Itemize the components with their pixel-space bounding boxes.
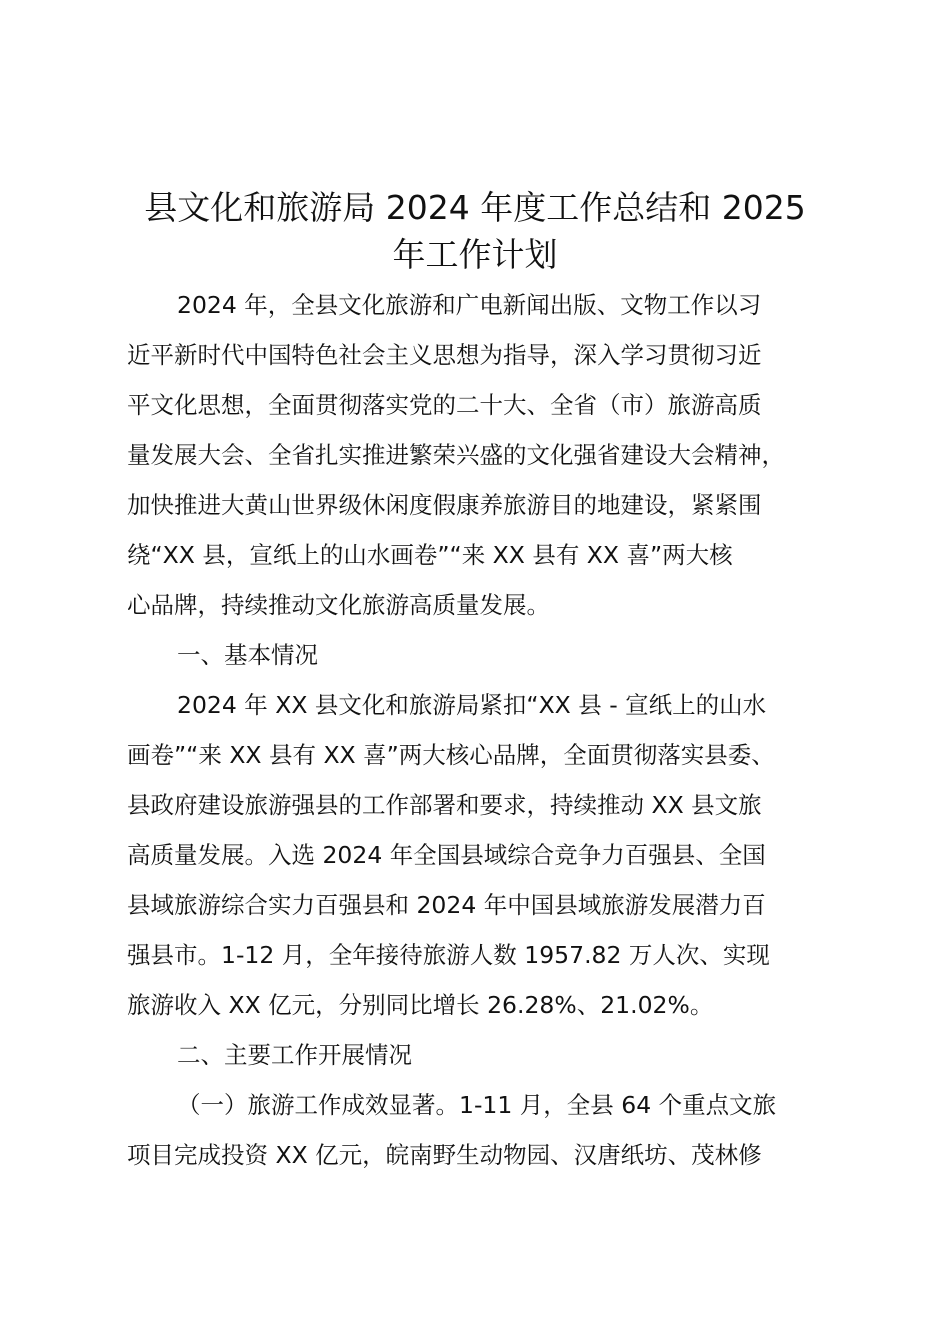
paragraph-intro-line: 2024 年，全县文化旅游和广电新闻出版、文物工作以习 [177, 291, 762, 319]
paragraph-basic-line: 画卷”“来 XX 县有 XX 喜”两大核心品牌，全面贯彻落实县委、 [127, 741, 775, 769]
section-heading-main-work: 二、主要工作开展情况 [177, 1041, 412, 1069]
paragraph-intro-line: 平文化思想，全面贯彻落实党的二十大、全省（市）旅游高质 [127, 391, 762, 419]
paragraph-intro-line: 加快推进大黄山世界级休闲度假康养旅游目的地建设，紧紧围 [127, 491, 762, 519]
document-title-line-2: 年工作计划 [392, 235, 558, 274]
paragraph-basic-line: 县域旅游综合实力百强县和 2024 年中国县域旅游发展潜力百 [127, 891, 766, 919]
document-title-line-1: 县文化和旅游局 2024 年度工作总结和 2025 [144, 188, 806, 227]
paragraph-intro-line: 量发展大会、全省扎实推进繁荣兴盛的文化强省建设大会精神， [127, 441, 785, 469]
paragraph-intro-line: 近平新时代中国特色社会主义思想为指导，深入学习贯彻习近 [127, 341, 762, 369]
paragraph-tourism-line: （一）旅游工作成效显著。1-11 月，全县 64 个重点文旅 [177, 1091, 777, 1119]
paragraph-basic-line: 强县市。1-12 月，全年接待旅游人数 1957.82 万人次、实现 [127, 941, 770, 969]
paragraph-intro-line: 心品牌，持续推动文化旅游高质量发展。 [127, 591, 550, 619]
paragraph-tourism-line: 项目完成投资 XX 亿元，皖南野生动物园、汉唐纸坊、茂林修 [127, 1141, 762, 1169]
paragraph-basic-line: 县政府建设旅游强县的工作部署和要求，持续推动 XX 县文旅 [127, 791, 762, 819]
paragraph-basic-line: 2024 年 XX 县文化和旅游局紧扣“XX 县 - 宣纸上的山水 [177, 691, 767, 719]
paragraph-basic-line: 高质量发展。入选 2024 年全国县域综合竞争力百强县、全国 [127, 841, 766, 869]
paragraph-basic-line: 旅游收入 XX 亿元，分别同比增长 26.28%、21.02%。 [127, 991, 714, 1019]
section-heading-basic-situation: 一、基本情况 [177, 641, 318, 669]
paragraph-intro-line: 绕“XX 县，宣纸上的山水画卷”“来 XX 县有 XX 喜”两大核 [127, 541, 733, 569]
